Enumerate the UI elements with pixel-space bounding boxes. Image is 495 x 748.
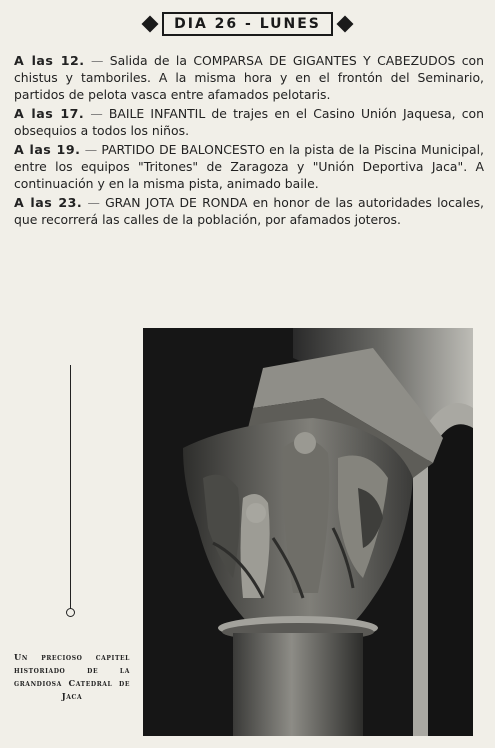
schedule-list [14, 52, 484, 230]
caption-pointer-dot [66, 608, 75, 617]
entry-dash: — [90, 106, 103, 121]
capital-illustration [143, 328, 473, 736]
capital-photo [143, 328, 473, 736]
entry-dash: — [84, 142, 98, 157]
entry-time: A las 23. [14, 195, 83, 210]
diamond-left-icon [142, 16, 159, 33]
entry-time: A las 19. [14, 142, 81, 157]
entry-time: A las 17. [14, 106, 85, 121]
day-title: DIA 26 - LUNES [162, 12, 333, 36]
schedule-entry [14, 141, 484, 192]
schedule-entry [14, 52, 484, 103]
schedule-entry [14, 105, 484, 139]
entry-text: Salida de la COMPARSA DE GIGANTES Y CABEZUDOS con chistus y tamboriles. A la misma hora y en el frontón del Seminario, partidos de pelota vasca entre afamados pelotaris. [14, 53, 484, 102]
entry-text: GRAN JOTA DE RONDA en honor de las autoridades locales, que recorrerá las calles de la población, por afamados joteros. [14, 195, 484, 227]
page-header [0, 9, 495, 39]
diamond-right-icon [336, 16, 353, 33]
entry-time: A las 12. [14, 53, 85, 68]
caption-pointer-line [70, 365, 71, 609]
photo-caption: Un precioso capitel historiado de la grandiosa Catedral de Jaca [14, 652, 130, 701]
entry-dash: — [87, 195, 100, 210]
entry-dash: — [90, 53, 104, 68]
schedule-entry [14, 194, 484, 228]
entry-text: BAILE INFANTIL de trajes en el Casino Unión Jaquesa, con obsequios a todos los niños. [14, 106, 484, 138]
entry-text: PARTIDO DE BALONCESTO en la pista de la Piscina Municipal, entre los equipos "Tritones" de Zaragoza y "Unión Deportiva Jaca". A continuación y en la misma pista, animado baile. [14, 142, 484, 191]
